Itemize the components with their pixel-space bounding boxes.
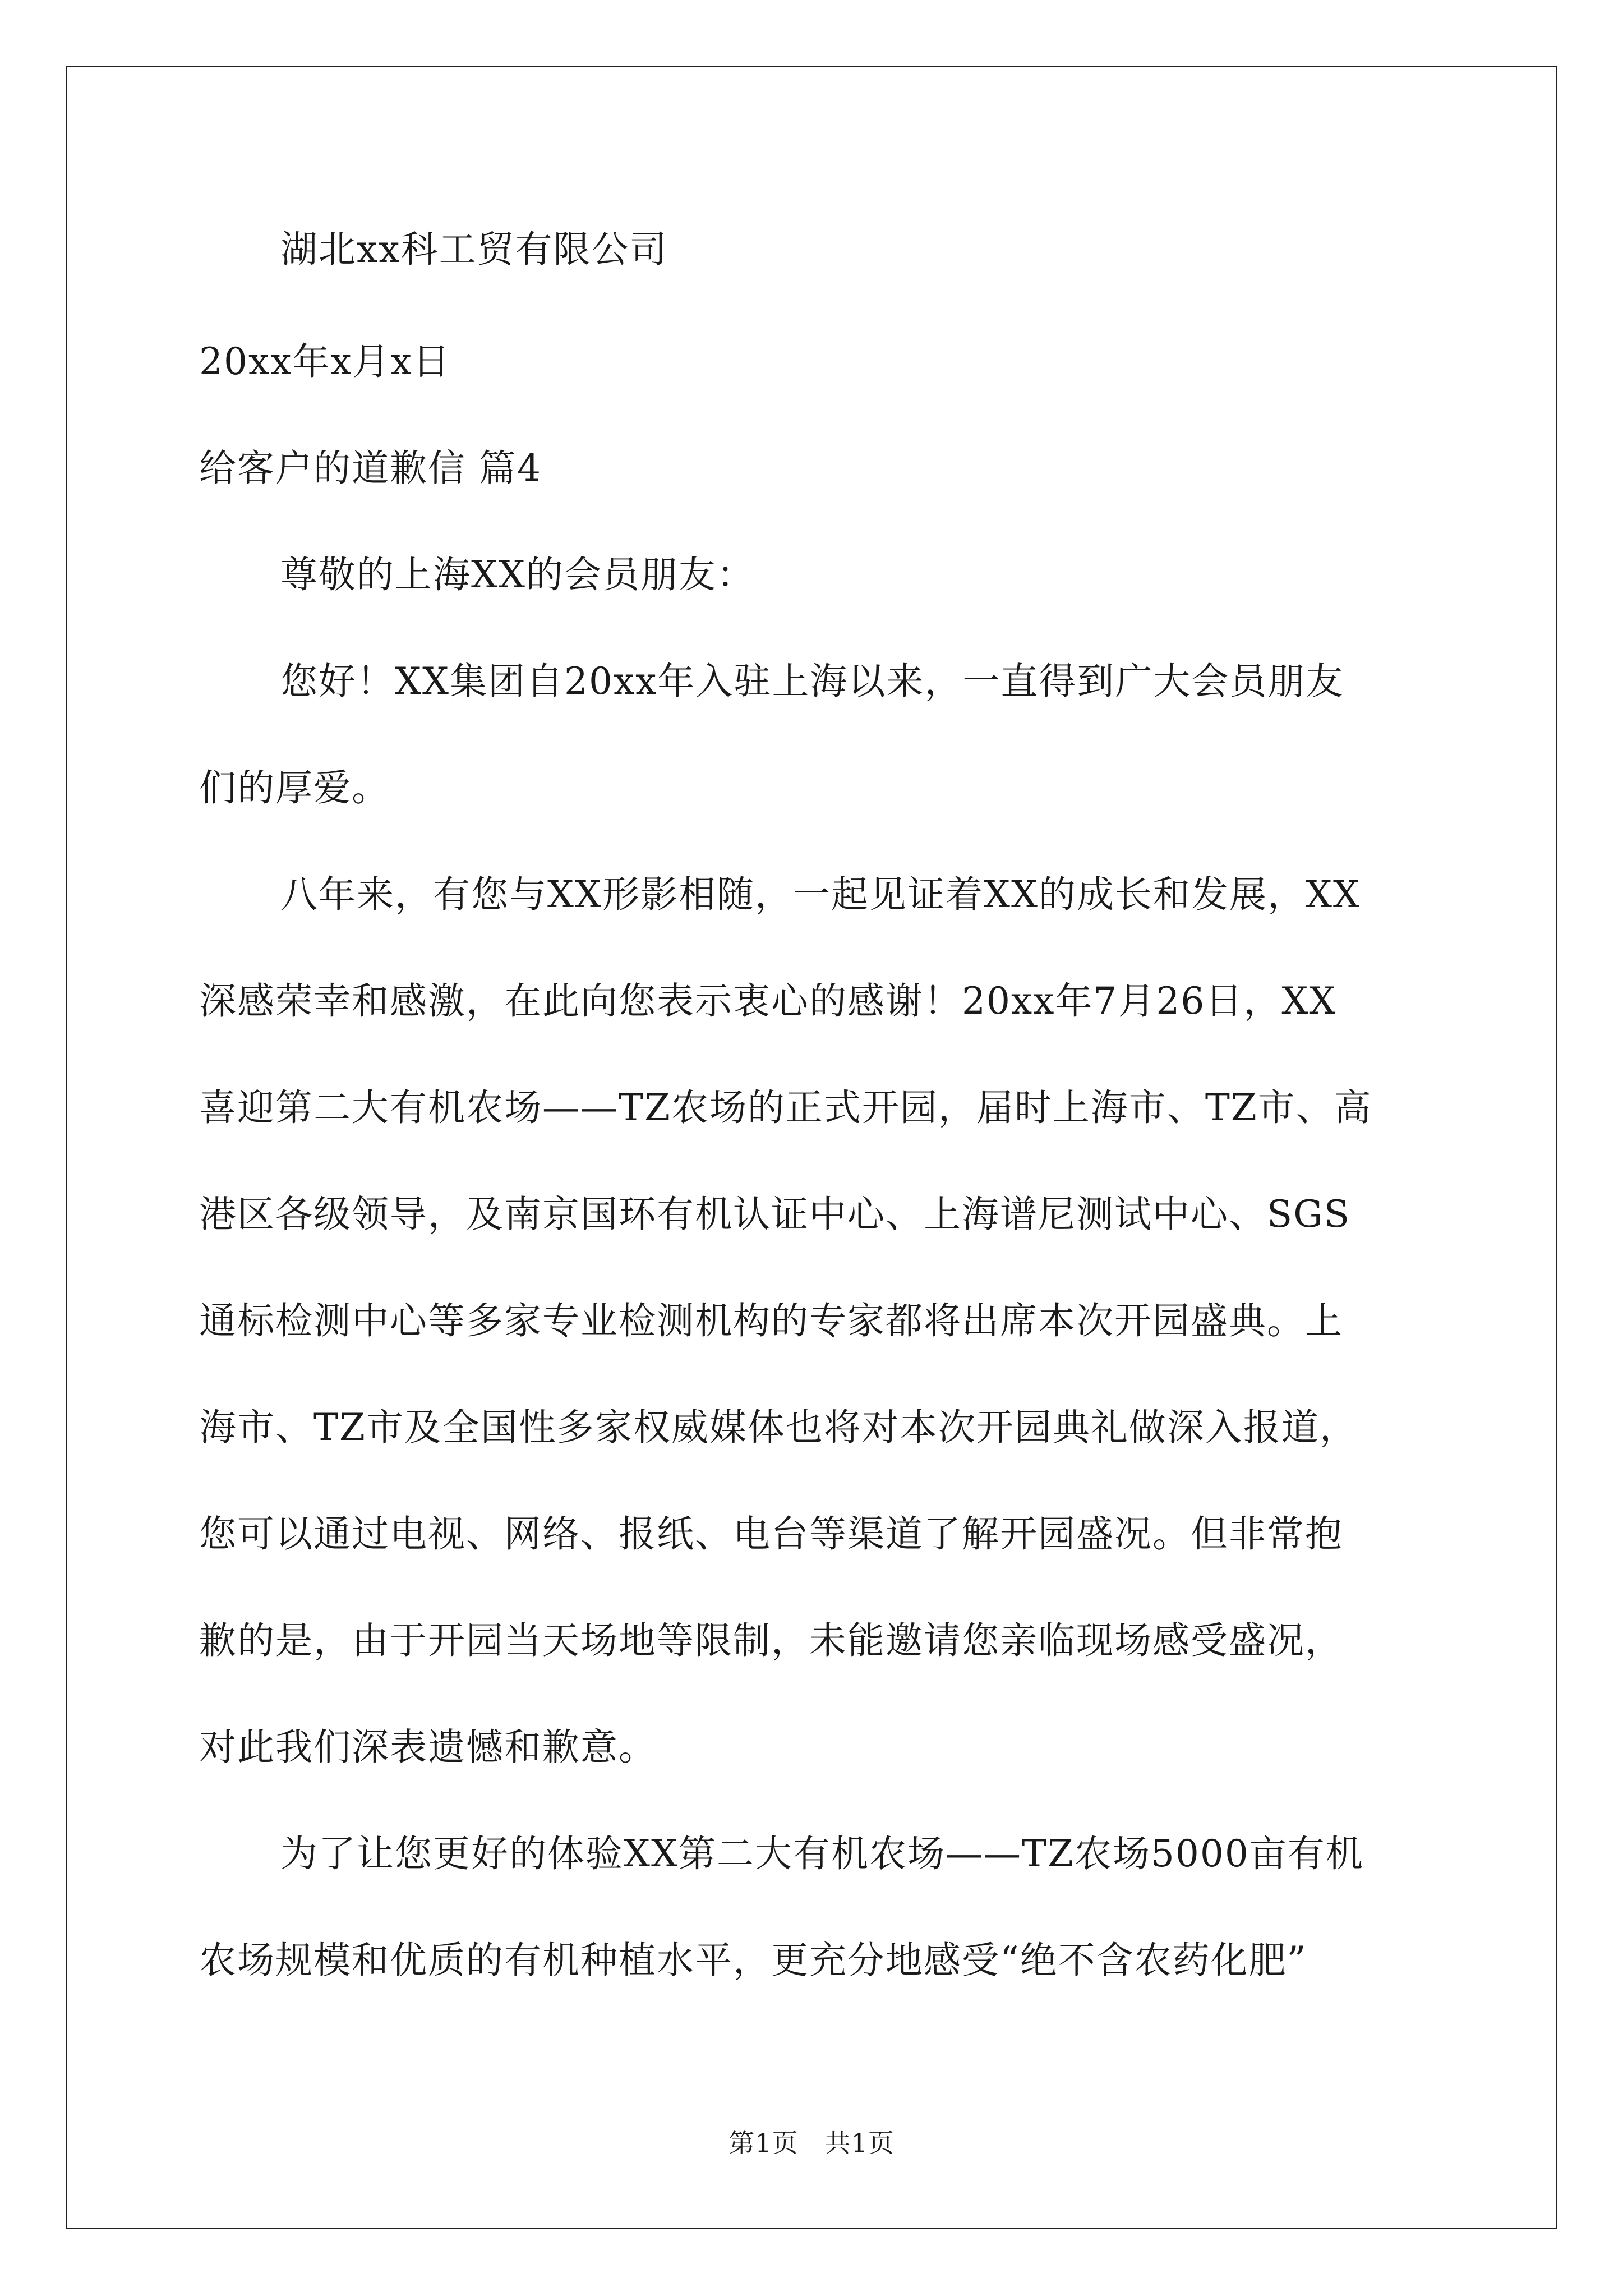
page-frame bbox=[66, 66, 1557, 2229]
page-footer: 第1页 共1页 bbox=[728, 2128, 895, 2158]
company-name: 湖北xx科工贸有限公司 bbox=[280, 228, 668, 271]
paragraph-line: 深感荣幸和感激，在此向您表示衷心的感谢！20xx年7月26日，XX bbox=[199, 979, 1337, 1023]
paragraph-line: 歉的是，由于开园当天场地等限制，未能邀请您亲临现场感受盛况， bbox=[199, 1619, 1343, 1662]
paragraph-line: 喜迎第二大有机农场——TZ农场的正式开园，届时上海市、TZ市、高 bbox=[199, 1086, 1372, 1129]
paragraph-line: 通标检测中心等多家专业检测机构的专家都将出席本次开园盛典。上 bbox=[199, 1299, 1343, 1342]
paragraph-line: 海市、TZ市及全国性多家权威媒体也将对本次开园典礼做深入报道， bbox=[199, 1406, 1358, 1449]
paragraph-line: 八年来，有您与XX形影相随，一起见证着XX的成长和发展，XX bbox=[280, 873, 1361, 916]
paragraph-line: 您好！XX集团自20xx年入驻上海以来，一直得到广大会员朋友 bbox=[280, 660, 1344, 703]
paragraph-line: 为了让您更好的体验XX第二大有机农场——TZ农场5000亩有机 bbox=[280, 1832, 1364, 1875]
paragraph-line: 您可以通过电视、网络、报纸、电台等渠道了解开园盛况。但非常抱 bbox=[199, 1512, 1343, 1556]
paragraph-line: 农场规模和优质的有机种植水平，更充分地感受“绝不含农药化肥” bbox=[199, 1939, 1307, 1982]
paragraph-line: 对此我们深表遗憾和歉意。 bbox=[199, 1726, 657, 1769]
salutation: 尊敬的上海XX的会员朋友： bbox=[280, 553, 755, 596]
paragraph-line: 港区各级领导，及南京国环有机认证中心、上海谱尼测试中心、SGS bbox=[199, 1193, 1351, 1236]
section-title: 给客户的道歉信 篇4 bbox=[199, 447, 542, 490]
paragraph-line: 们的厚爱。 bbox=[199, 766, 390, 809]
letter-date: 20xx年x月x日 bbox=[199, 340, 451, 383]
